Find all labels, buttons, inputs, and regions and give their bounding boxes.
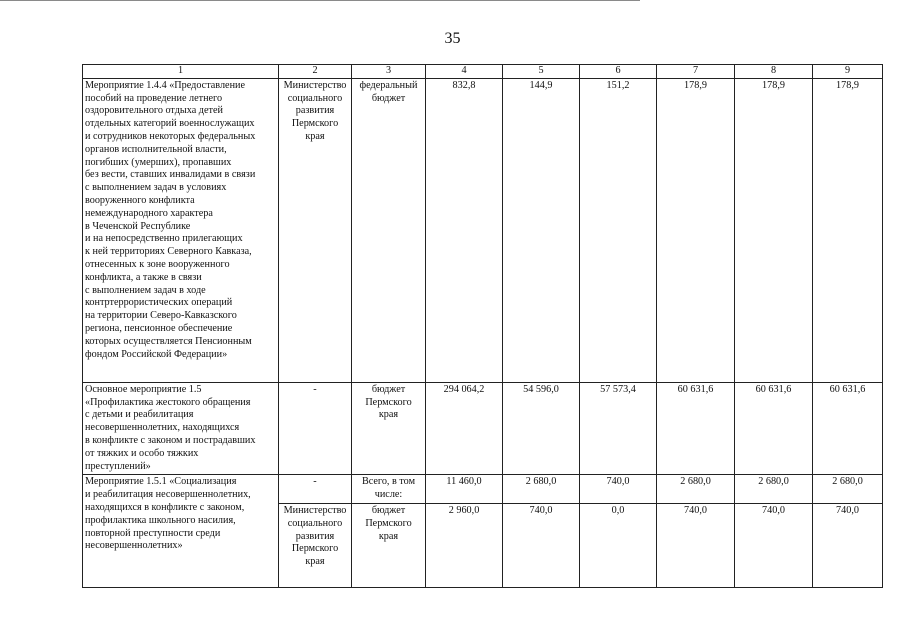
funding-source-cell: федеральный бюджет bbox=[352, 78, 426, 382]
value-cell: 740,0 bbox=[813, 503, 883, 587]
funding-source-cell: бюджет Пермского края bbox=[352, 503, 426, 587]
header-cell: 5 bbox=[503, 65, 580, 79]
header-cell: 2 bbox=[279, 65, 352, 79]
table-row bbox=[83, 475, 883, 504]
header-cell: 4 bbox=[426, 65, 503, 79]
header-cell: 1 bbox=[83, 65, 279, 79]
value-cell: 294 064,2 bbox=[426, 382, 503, 475]
value-cell: 60 631,6 bbox=[657, 382, 735, 475]
value-cell: 2 680,0 bbox=[503, 475, 580, 504]
page-number: 35 bbox=[444, 30, 461, 47]
value-cell: 2 680,0 bbox=[735, 475, 813, 504]
value-cell: 2 680,0 bbox=[813, 475, 883, 504]
header-row bbox=[83, 65, 883, 79]
header-cell: 9 bbox=[813, 65, 883, 79]
funding-source-cell: Всего, в том числе: bbox=[352, 475, 426, 504]
value-cell: 178,9 bbox=[813, 78, 883, 382]
header-cell: 7 bbox=[657, 65, 735, 79]
value-cell: 178,9 bbox=[657, 78, 735, 382]
value-cell: 60 631,6 bbox=[813, 382, 883, 475]
value-cell: 2 680,0 bbox=[657, 475, 735, 504]
measure-name-cell: Мероприятие 1.4.4 «Предоставление пособий на проведение летнего оздоровительного отдыха детей отдельных категорий военнослужащих и сотрудников некоторых федеральных органов исполнительной власти, погибших (умерших), пропавших без вести, ставших инвалидами в связи с выполнением задач в условиях вооруженного конфликта немеждународного характера в Чеченской Республике и на непосредственно прилегающих к ней территориях Северного Кавказа, отнесенных к зоне вооруженного конфликта, а также в связи с выполнением задач в ходе контртеррористических операций на территории Северо-Кавказского региона, пенсионное обеспечение которых осуществляется Пенсионным фондом Российской Федерации» bbox=[83, 78, 279, 382]
value-cell: 11 460,0 bbox=[426, 475, 503, 504]
value-cell: 0,0 bbox=[580, 503, 657, 587]
executor-cell: - bbox=[279, 475, 352, 504]
value-cell: 151,2 bbox=[580, 78, 657, 382]
value-cell: 178,9 bbox=[735, 78, 813, 382]
value-cell: 60 631,6 bbox=[735, 382, 813, 475]
executor-cell: Министерство социального развития Пермского края bbox=[279, 503, 352, 587]
value-cell: 740,0 bbox=[735, 503, 813, 587]
header-cell: 6 bbox=[580, 65, 657, 79]
budget-table bbox=[82, 64, 883, 588]
table-row bbox=[83, 78, 883, 382]
value-cell: 57 573,4 bbox=[580, 382, 657, 475]
value-cell: 740,0 bbox=[580, 475, 657, 504]
value-cell: 2 960,0 bbox=[426, 503, 503, 587]
value-cell: 832,8 bbox=[426, 78, 503, 382]
measure-name-cell: Основное мероприятие 1.5 «Профилактика жестокого обращения с детьми и реабилитация несовершеннолетних, находящихся в конфликте с законом и пострадавших от тяжких и особо тяжких преступлений» bbox=[83, 382, 279, 475]
header-cell: 3 bbox=[352, 65, 426, 79]
executor-cell: Министерство социального развития Пермского края bbox=[279, 78, 352, 382]
value-cell: 54 596,0 bbox=[503, 382, 580, 475]
header-cell: 8 bbox=[735, 65, 813, 79]
measure-name-cell: Мероприятие 1.5.1 «Социализация и реабилитация несовершеннолетних, находящихся в конфликте с законом, профилактика школьного насилия, повторной преступности среди несовершеннолетних» bbox=[83, 475, 279, 588]
funding-source-cell: бюджет Пермского края bbox=[352, 382, 426, 475]
value-cell: 144,9 bbox=[503, 78, 580, 382]
value-cell: 740,0 bbox=[503, 503, 580, 587]
value-cell: 740,0 bbox=[657, 503, 735, 587]
table-row bbox=[83, 382, 883, 475]
executor-cell: - bbox=[279, 382, 352, 475]
scan-edge-line bbox=[0, 0, 640, 1]
